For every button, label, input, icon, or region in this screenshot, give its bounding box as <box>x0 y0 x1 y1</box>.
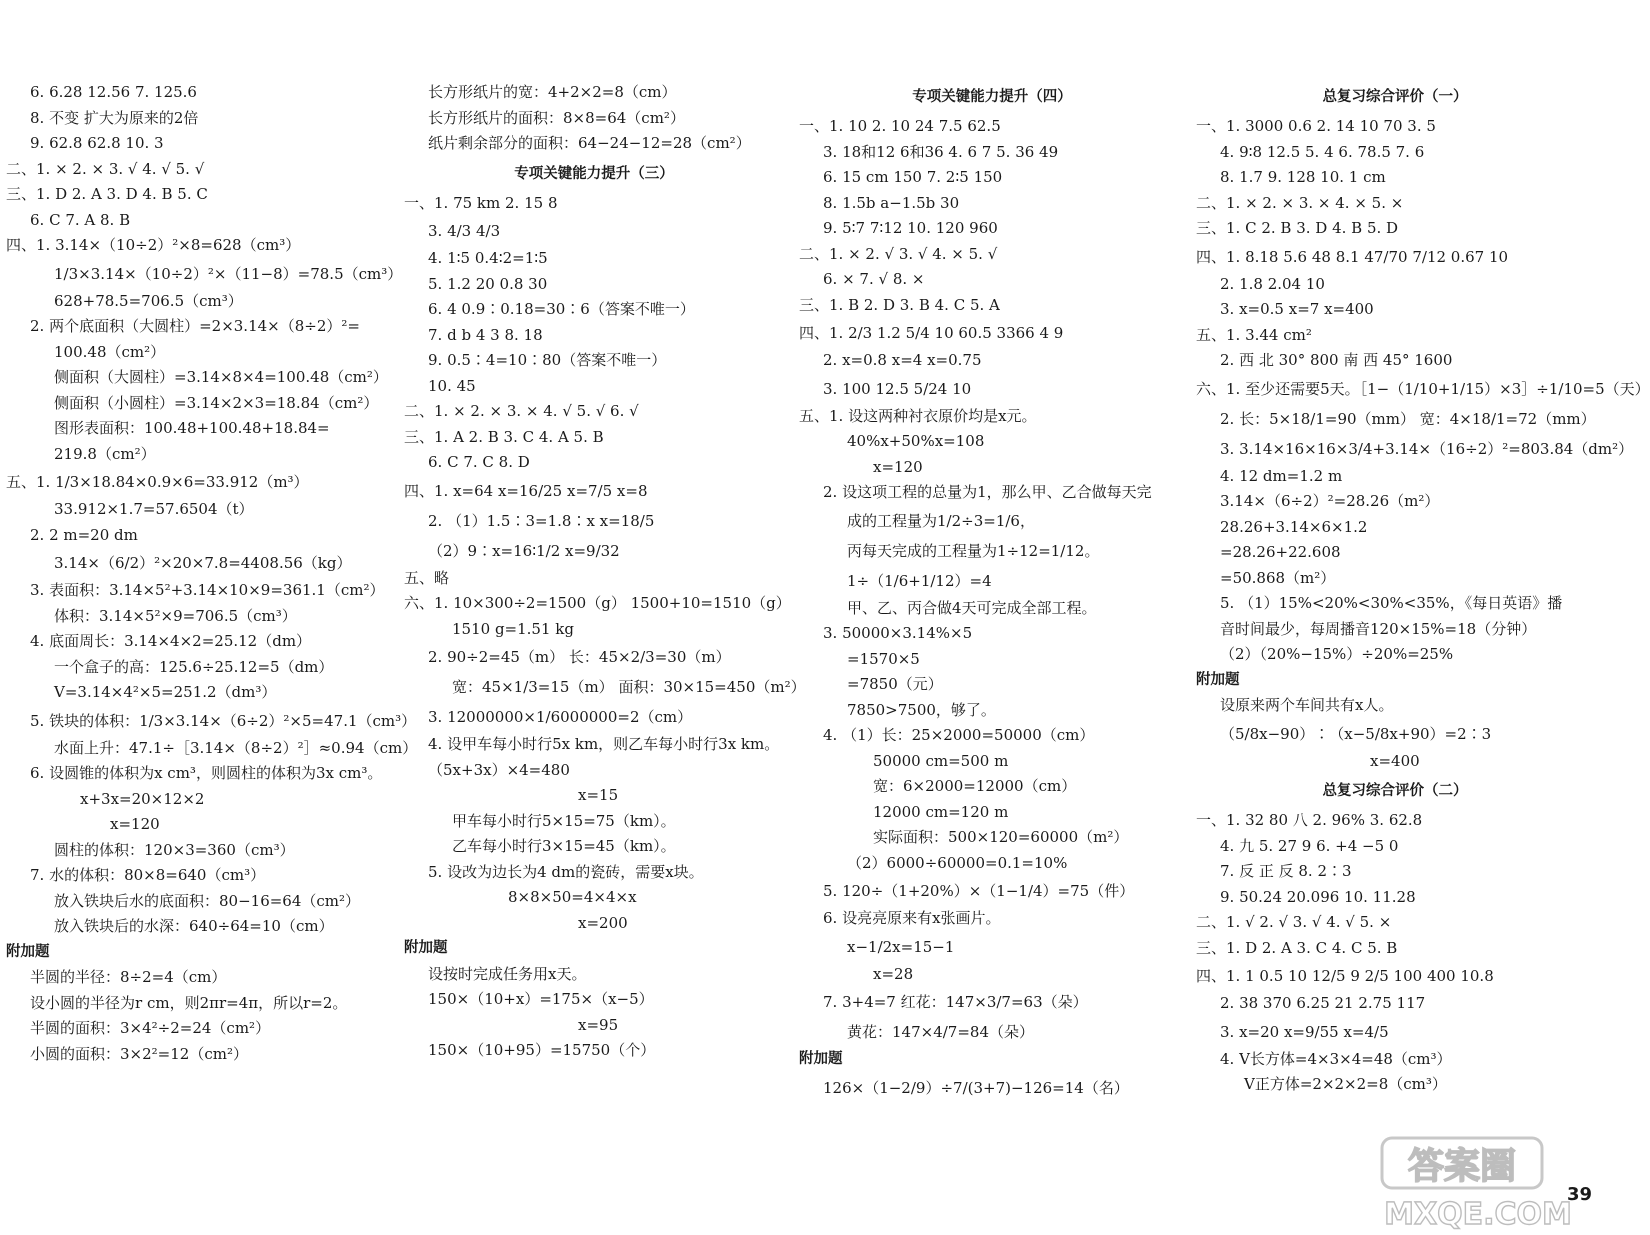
answer-line: 3. 100 12.5 5/24 10 <box>823 379 972 398</box>
answer-line: 设按时完成任务用x天。 <box>428 964 587 983</box>
answer-line: 体积：3.14×5²×9=706.5（cm³） <box>54 606 297 625</box>
answer-line: 二、1. × 2. × 3. √ 4. √ 5. √ <box>6 159 205 178</box>
answer-line: 6. 15 cm 150 7. 2∶5 150 <box>823 168 1003 186</box>
answer-line: 二、1. × 2. × 3. × 4. √ 5. √ 6. √ <box>404 402 639 420</box>
answer-line: 6. 设亮亮原来有x张画片。 <box>823 909 1001 927</box>
answer-line: 7850>7500，够了。 <box>847 700 996 719</box>
answer-line: 1/3×3.14×（10÷2）²×（11−8）=78.5（cm³） <box>54 264 403 283</box>
answer-line: 乙车每小时行3×15=45（km）。 <box>452 837 676 855</box>
answer-line: x+3x=20×12×2 <box>80 789 205 808</box>
answer-line: 五、1. 设这两种衬衣原价均是x元。 <box>799 406 1037 425</box>
answer-line: 2. 90÷2=45（m） 长：45×2/3=30（m） <box>428 648 731 666</box>
answer-line: 2. 长：5×18/1=90（mm） 宽：4×18/1=72（mm） <box>1220 409 1596 428</box>
answer-line: 三、1. D 2. A 3. C 4. C 5. B <box>1196 938 1398 957</box>
answer-line: 6. 设圆锥的体积为x cm³，则圆柱的体积为3x cm³。 <box>30 764 383 782</box>
answer-line: 设小圆的半径为r cm，则2πr=4π，所以r=2。 <box>30 993 348 1012</box>
answer-line: 2. 1.8 2.04 10 <box>1220 274 1325 293</box>
answer-line: 150×（10+95）=15750（个） <box>428 1041 656 1059</box>
answer-line: （5x+3x）×4=480 <box>428 760 570 779</box>
answer-line: 一、1. 10 2. 10 24 7.5 62.5 <box>799 117 1001 135</box>
answer-line: =28.26+22.608 <box>1220 543 1341 561</box>
answer-line: 6. C 7. C 8. D <box>428 453 530 471</box>
answer-line: 4. 设甲车每小时行5x km，则乙车每小时行3x km。 <box>428 735 780 753</box>
answer-line: 纸片剩余部分的面积：64−24−12=28（cm²） <box>428 134 751 152</box>
answer-line: 一、1. 3000 0.6 2. 14 10 70 3. 5 <box>1196 117 1436 135</box>
answer-line: 4. 1∶5 0.4∶2=1∶5 <box>428 249 548 267</box>
answer-line: 一个盒子的高：125.6÷25.12=5（dm） <box>54 657 334 676</box>
answer-line: 1510 g=1.51 kg <box>452 619 574 638</box>
answer-line: 2. x=0.8 x=4 x=0.75 <box>823 351 982 369</box>
answer-line: 5. 1.2 20 0.8 30 <box>428 274 548 293</box>
answer-line: 219.8（cm²） <box>54 444 156 463</box>
answer-line: 五、略 <box>404 568 450 587</box>
section-title: 专项关键能力提升（四） <box>912 89 1072 105</box>
answer-line: 四、1. x=64 x=16/25 x=7/5 x=8 <box>404 481 648 500</box>
answer-line: 长方形纸片的面积：8×8=64（cm²） <box>428 108 685 127</box>
answer-line: 三、1. C 2. B 3. D 4. B 5. D <box>1196 219 1399 237</box>
answer-line: 成的工程量为1/2÷3=1/6， <box>847 511 1035 530</box>
answer-line: 8. 1.7 9. 128 10. 1 cm <box>1220 168 1386 186</box>
answer-line: x−1/2x=15−1 <box>847 937 955 956</box>
answer-line: x=95 <box>578 1015 619 1034</box>
answer-line: =7850（元） <box>847 675 943 693</box>
answer-line: 9. 62.8 62.8 10. 3 <box>30 134 164 152</box>
answer-line: 一、1. 32 80 八 2. 96% 3. 62.8 <box>1196 811 1423 829</box>
answer-line: 3. 12000000×1/6000000=2（cm） <box>428 708 693 726</box>
answer-line: 一、1. 75 km 2. 15 8 <box>404 193 558 212</box>
answer-line: 小圆的面积：3×2²=12（cm²） <box>30 1044 248 1063</box>
answer-line: 4. （1）长：25×2000=50000（cm） <box>823 726 1095 744</box>
answer-line: 6. C 7. A 8. B <box>30 210 131 229</box>
answer-line: 3. x=20 x=9/55 x=4/5 <box>1220 1022 1389 1041</box>
answer-line: 7. 水的体积：80×8=640（cm³） <box>30 866 266 884</box>
answer-line: 4. V长方体=4×3×4=48（cm³） <box>1220 1049 1452 1068</box>
answer-line: 4. 9∶8 12.5 5. 4 6. 78.5 7. 6 <box>1220 142 1425 161</box>
answer-line: 四、1. 3.14×（10÷2）²×8=628（cm³） <box>6 236 301 254</box>
answer-line: 6. × 7. √ 8. × <box>823 270 925 288</box>
answer-line: 四、1. 1 0.5 10 12/5 9 2/5 100 400 10.8 <box>1196 967 1494 985</box>
answer-line: 6. 4 0.9∶0.18=30∶6（答案不唯一） <box>428 300 695 318</box>
answer-line: 8×8×50=4×4×x <box>508 888 637 906</box>
answer-line: x=15 <box>578 786 619 804</box>
watermark-url-text: MXQE.COM <box>1384 1197 1572 1232</box>
answer-line: x=28 <box>873 964 914 983</box>
answer-line: 12000 cm=120 m <box>873 802 1009 821</box>
answer-line: 六、1. 至少还需要5天。［1−（1/10+1/15）×3］÷1/10=5（天） <box>1196 379 1650 398</box>
answer-line: x=200 <box>578 913 628 932</box>
answer-line: （2）9∶x=16∶1/2 x=9/32 <box>428 541 620 560</box>
answer-line: 三、1. A 2. B 3. C 4. A 5. B <box>404 427 604 446</box>
column-1 <box>0 80 418 1067</box>
watermark-logo-text: 答案圈 <box>1407 1146 1517 1187</box>
answer-line: 5. 铁块的体积：1/3×3.14×（6÷2）²×5=47.1（cm³） <box>30 711 417 730</box>
column-3 <box>793 80 1191 1103</box>
answer-line: 四、1. 8.18 5.6 48 8.1 47/70 7/12 0.67 10 <box>1196 247 1509 266</box>
answer-line: 3. 4/3 4/3 <box>428 222 501 240</box>
answer-line: （2）6000÷60000=0.1=10% <box>847 853 1068 872</box>
answer-line: 5. 120÷（1+20%）×（1−1/4）=75（件） <box>823 882 1135 900</box>
answer-line: 33.912×1.7=57.6504（t） <box>54 500 254 518</box>
column-2 <box>398 80 806 1064</box>
answer-line: 9. 5∶7 7∶12 10. 120 960 <box>823 219 998 237</box>
answer-line: 7. 3+4=7 红花：147×3/7=63（朵） <box>823 993 1088 1011</box>
answer-line: 2. （1）1.5∶3=1.8∶x x=18/5 <box>428 511 655 530</box>
answer-line: 3. 3.14×16×16×3/4+3.14×（16÷2）²=803.84（dm²） <box>1220 439 1634 458</box>
answer-line: 150×（10+x）=175×（x−5） <box>428 990 654 1008</box>
answer-line: 7. 反 正 反 8. 2∶3 <box>1220 862 1352 880</box>
answer-line: 甲、乙、丙合做4天可完成全部工程。 <box>847 598 1097 617</box>
answer-line: 3.14×（6/2）²×20×7.8=4408.56（kg） <box>54 554 352 572</box>
section-title: 专项关键能力提升（三） <box>514 165 674 182</box>
answer-line: 放入铁块后的水深：640÷64=10（cm） <box>54 917 334 935</box>
answer-line: （2）（20%−15%）÷20%=25% <box>1220 645 1454 663</box>
section-title: 总复习综合评价（一） <box>1322 89 1468 105</box>
answer-line: 图形表面积：100.48+100.48+18.84= <box>54 419 330 437</box>
answer-line: 3. x=0.5 x=7 x=400 <box>1220 300 1374 318</box>
answer-line: 宽：6×2000=12000（cm） <box>873 777 1077 795</box>
answer-line: 侧面积（小圆柱）=3.14×2×3=18.84（cm²） <box>54 393 379 412</box>
answer-line: 半圆的半径：8÷2=4（cm） <box>30 968 227 986</box>
answer-line: 5. 设改为边长为4 dm的瓷砖，需要x块。 <box>428 862 704 881</box>
answer-line: （5/8x−90）∶（x−5/8x+90）=2∶3 <box>1220 724 1492 743</box>
page-number: 39 <box>1566 1184 1592 1205</box>
answer-line: 4. 底面周长：3.14×4×2=25.12（dm） <box>30 632 312 650</box>
answer-line: 2. 两个底面积（大圆柱）=2×3.14×（8÷2）²= <box>30 317 360 335</box>
answer-line: 五、1. 1/3×18.84×0.9×6=33.912（m³） <box>6 473 309 491</box>
answer-line: 四、1. 2/3 1.2 5/4 10 60.5 3366 4 9 <box>799 324 1064 342</box>
answer-line: 9. 0.5∶4=10∶80（答案不唯一） <box>428 351 667 369</box>
column-4 <box>1190 80 1650 1098</box>
section-heading: 附加题 <box>6 943 50 960</box>
answer-line: 28.26+3.14×6×1.2 <box>1220 517 1368 536</box>
answer-line: 4. 12 dm=1.2 m <box>1220 466 1343 485</box>
answer-line: =50.868（m²） <box>1220 568 1336 587</box>
answer-line: 2. 设这项工程的总量为1，那么甲、乙合做每天完 <box>823 483 1152 501</box>
answer-line: 126×（1−2/9）÷7/(3+7)−126=14（名） <box>823 1078 1129 1097</box>
answer-line: 六、1. 10×300÷2=1500（g） 1500+10=1510（g） <box>404 594 791 612</box>
answer-line: 10. 45 <box>428 376 476 395</box>
answer-line: 放入铁块后水的底面积：80−16=64（cm²） <box>54 891 361 910</box>
answer-line: 三、1. D 2. A 3. D 4. B 5. C <box>6 185 208 203</box>
answer-line: 黄花：147×4/7=84（朵） <box>847 1023 1034 1041</box>
answer-line: 长方形纸片的宽：4+2×2=8（cm） <box>428 83 677 101</box>
answer-line: 3. 50000×3.14%×5 <box>823 624 973 642</box>
answer-line: x=120 <box>873 457 923 476</box>
answer-line: x=120 <box>110 815 160 833</box>
answer-line: 50000 cm=500 m <box>873 751 1009 770</box>
answer-line: 3.14×（6÷2）²=28.26（m²） <box>1220 492 1440 510</box>
answer-line: 100.48（cm²） <box>54 342 166 361</box>
answer-line: 2. 2 m=20 dm <box>30 525 138 544</box>
answer-line: 五、1. 3.44 cm² <box>1196 325 1312 344</box>
answer-line: 3. 18和12 6和36 4. 6 7 5. 36 49 <box>823 142 1059 161</box>
answer-line: 628+78.5=706.5（cm³） <box>54 291 243 310</box>
answer-line: 圆柱的体积：120×3=360（cm³） <box>54 840 295 859</box>
answer-line: 半圆的面积：3×4²÷2=24（cm²） <box>30 1019 271 1037</box>
answer-line: =1570×5 <box>847 649 920 668</box>
answer-line: 4. 九 5. 27 9 6. +4 −5 0 <box>1220 836 1399 855</box>
answer-line: 实际面积：500×120=60000（m²） <box>873 828 1129 846</box>
answer-line: 5. （1）15%<20%<30%<35%，《每日英语》播 <box>1220 594 1563 612</box>
answer-line: 1÷（1/6+1/12）=4 <box>847 571 992 590</box>
answer-line: 3. 表面积：3.14×5²+3.14×10×9=361.1（cm²） <box>30 581 385 599</box>
answer-line: 8. 1.5b a−1.5b 30 <box>823 193 960 212</box>
answer-line: 6. 6.28 12.56 7. 125.6 <box>30 83 197 101</box>
answer-line: V正方体=2×2×2=8（cm³） <box>1244 1075 1447 1093</box>
answer-line: 甲车每小时行5×15=75（km）。 <box>452 811 676 830</box>
answer-line: 7. d b 4 3 8. 18 <box>428 325 543 344</box>
answer-line: 侧面积（大圆柱）=3.14×8×4=100.48（cm²） <box>54 368 388 386</box>
answer-line: 水面上升：47.1÷［3.14×（8÷2）²］≈0.94（cm） <box>54 738 418 757</box>
answer-line: 宽：45×1/3=15（m） 面积：30×15=450（m²） <box>452 678 806 696</box>
answer-line: V=3.14×4²×5=251.2（dm³） <box>54 683 277 701</box>
answer-line: x=400 <box>1370 751 1420 770</box>
answer-line: 丙每天完成的工程量为1÷12=1/12。 <box>847 541 1100 560</box>
answer-line: 二、1. × 2. √ 3. √ 4. × 5. √ <box>799 244 998 263</box>
answer-line: 二、1. × 2. × 3. × 4. × 5. × <box>1196 193 1404 212</box>
answer-line: 9. 50.24 20.096 10. 11.28 <box>1220 887 1416 906</box>
answer-line: 三、1. B 2. D 3. B 4. C 5. A <box>799 295 1000 314</box>
answer-line: 设原来两个车间共有x人。 <box>1220 696 1394 714</box>
section-heading: 附加题 <box>404 940 448 956</box>
answer-line: 2. 38 370 6.25 21 2.75 117 <box>1220 994 1426 1012</box>
section-title: 总复习综合评价（二） <box>1322 783 1468 799</box>
watermark-logo <box>1378 1136 1578 1231</box>
section-heading: 附加题 <box>1196 671 1240 688</box>
answer-line: 二、1. √ 2. √ 3. √ 4. √ 5. × <box>1196 913 1392 931</box>
answer-line: 8. 不变 扩大为原来的2倍 <box>30 108 199 127</box>
section-heading: 附加题 <box>799 1051 843 1067</box>
answer-line: 音时间最少，每周播音120×15%=18（分钟） <box>1220 619 1537 638</box>
answer-line: 2. 西 北 30° 800 南 西 45° 1600 <box>1220 351 1453 369</box>
answer-line: 40%x+50%x=108 <box>847 432 985 450</box>
